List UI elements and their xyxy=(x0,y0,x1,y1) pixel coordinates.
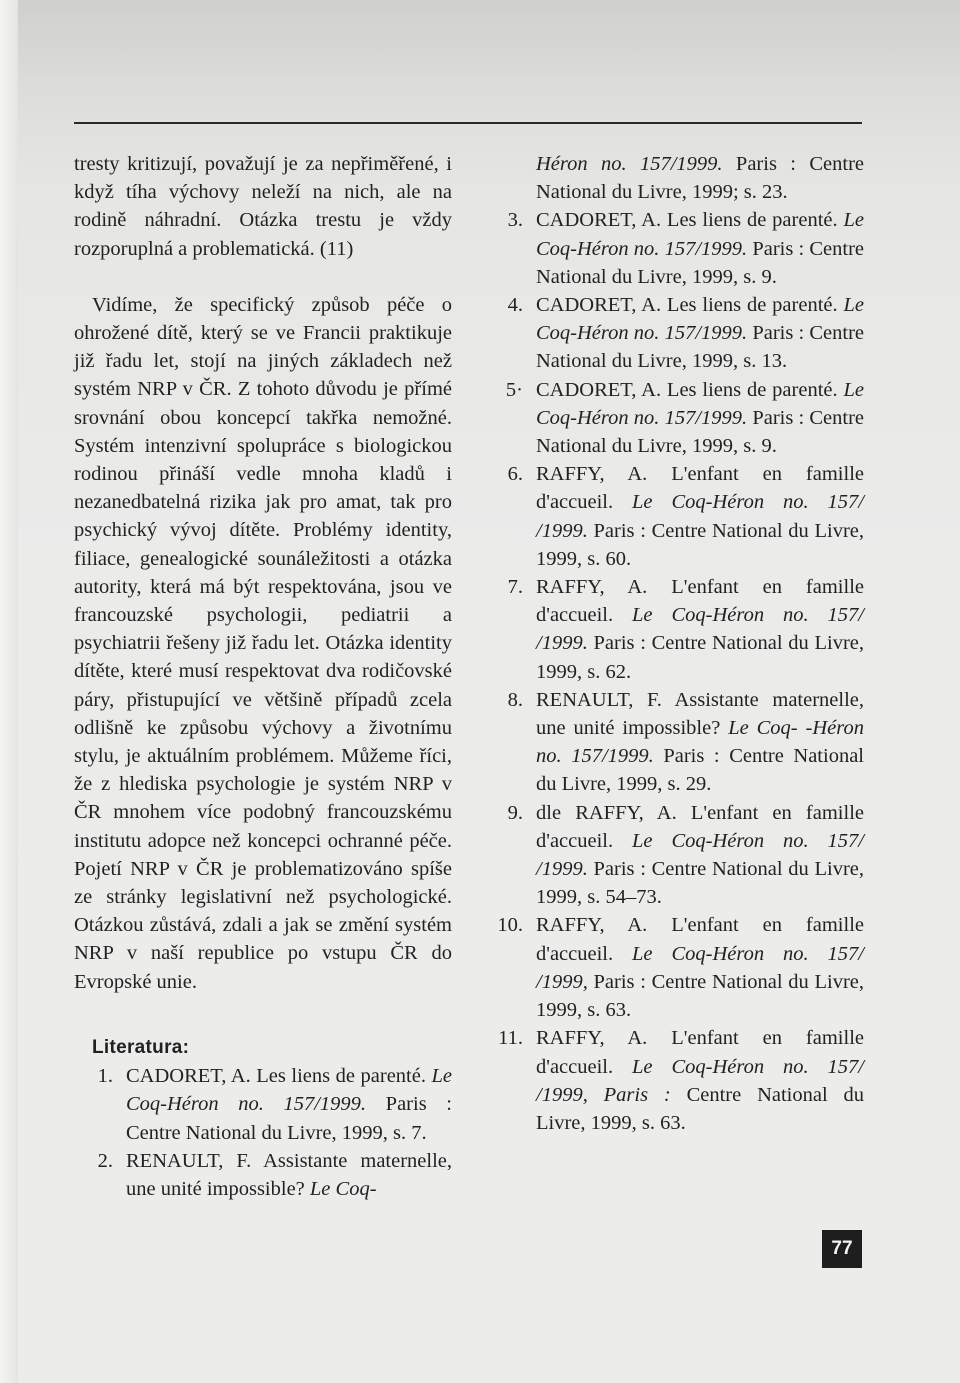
reference-text: RENAULT, F. Assistante maternelle, une unité impossible? Le Coq- xyxy=(126,1149,452,1200)
reference-4: 4. CADORET, A. Les liens de parenté. Le Coq-Héron no. 157/1999. Paris : Centre National du Livre, 1999, s. 13. xyxy=(507,294,864,373)
reference-5: 5· CADORET, A. Les liens de parenté. Le Coq-Héron no. 157/1999. Paris : Centre National du Livre, 1999, s. 9. xyxy=(505,378,864,458)
reference-10: 10. RAFFY, A. L'enfant en famille d'accueil. Le Coq-Héron no. 157/ /1999, Paris : Centre National du Livre, 1999, s. 63. xyxy=(497,914,864,1022)
reference-number: 2. xyxy=(97,1149,113,1172)
reference-3: 3. CADORET, A. Les liens de parenté. Le Coq-Héron no. 157/1999. Paris : Centre National du Livre, 1999, s. 9. xyxy=(507,209,864,288)
paragraph-2: Vidíme, že specifický způsob péče o ohrožené dítě, který se ve Francii praktikuje již řadu let, stojí na jiných základech než systém NRP v ČR. Z tohoto důvodu je přímé srovnání obou koncepcí takřka nemožné. Systém intenzivní spolupráce s biologickou rodinou přináší vedle mnoha kladů i nezanedbatelná rizika jak pro amat, tak pro psychický vývoj dítěte. Problémy identity, filiace, genealogické sounáležitosti a otázka autority, která má být respektována, jsou ve francouzské psychologii, pediatrii a psychiatrii řešeny již řadu let. Otázka identity dítěte, které musí respektovat dva rodičovské páry, přistupující ve většině případů zcela odlišně ke způsobu výchovy a životnímu stylu, je aktuálním problémem. Můžeme říci, že z hlediska psychologie je systém NRP v ČR mnohem více podobný francouzskému institutu adopce než koncepci ochranné péče. Pojetí NRP v ČR je problematizováno spíše ze stránky legislativní než psychologické. Otázkou zůstává, zdali a jak se změní systém NRP v naší republice po vstupu ČR do Evropské unie. xyxy=(74,293,452,993)
left-column xyxy=(74,150,452,1203)
right-column xyxy=(496,150,864,1137)
header-rule xyxy=(74,122,862,124)
reference-11: 11. RAFFY, A. L'enfant en famille d'accueil. Le Coq-Héron no. 157/ /1999, Paris : Centre National du Livre, 1999, s. 63. xyxy=(498,1027,864,1134)
reference-2 xyxy=(74,1147,452,1203)
reference-8: 8. RENAULT, F. Assistante maternelle, une unité impossible? Le Coq- -Héron no. 157/1999. Paris : Centre National du Livre, 1999, s. 29. xyxy=(507,688,864,796)
reference-9: 9. dle RAFFY, A. L'enfant en famille d'accueil. Le Coq-Héron no. 157/ /1999. Paris : Centre National du Livre, 1999, s. 54–73. xyxy=(507,801,864,909)
reference-number: 1. xyxy=(97,1065,113,1088)
reference-6: 6. RAFFY, A. L'enfant en famille d'accueil. Le Coq-Héron no. 157/ /1999. Paris : Centre National du Livre, 1999, s. 60. xyxy=(507,463,864,570)
page-number-badge: 77 xyxy=(822,1230,862,1268)
reference-2-continuation: Héron no. 157/1999. Paris : Centre National du Livre, 1999; s. 23. xyxy=(536,153,864,204)
reference-text: CADORET, A. Les liens de parenté. Le Coq-Héron no. 157/1999. Paris : Centre National du Livre, 1999, s. 7. xyxy=(126,1065,452,1144)
literature-heading: Literatura: xyxy=(92,1036,190,1058)
reference-7: 7. RAFFY, A. L'enfant en famille d'accueil. Le Coq-Héron no. 157/ /1999. Paris : Centre National du Livre, 1999, s. 62. xyxy=(507,576,864,683)
reference-1 xyxy=(74,1062,452,1147)
paragraph-1: tresty kritizují, považují je za nepřiměřené, i když tíha výchovy neleží na nich, ale na rodině náhradní. Otázka trestu je vždy rozporuplná a problematická. (11) xyxy=(74,153,452,260)
